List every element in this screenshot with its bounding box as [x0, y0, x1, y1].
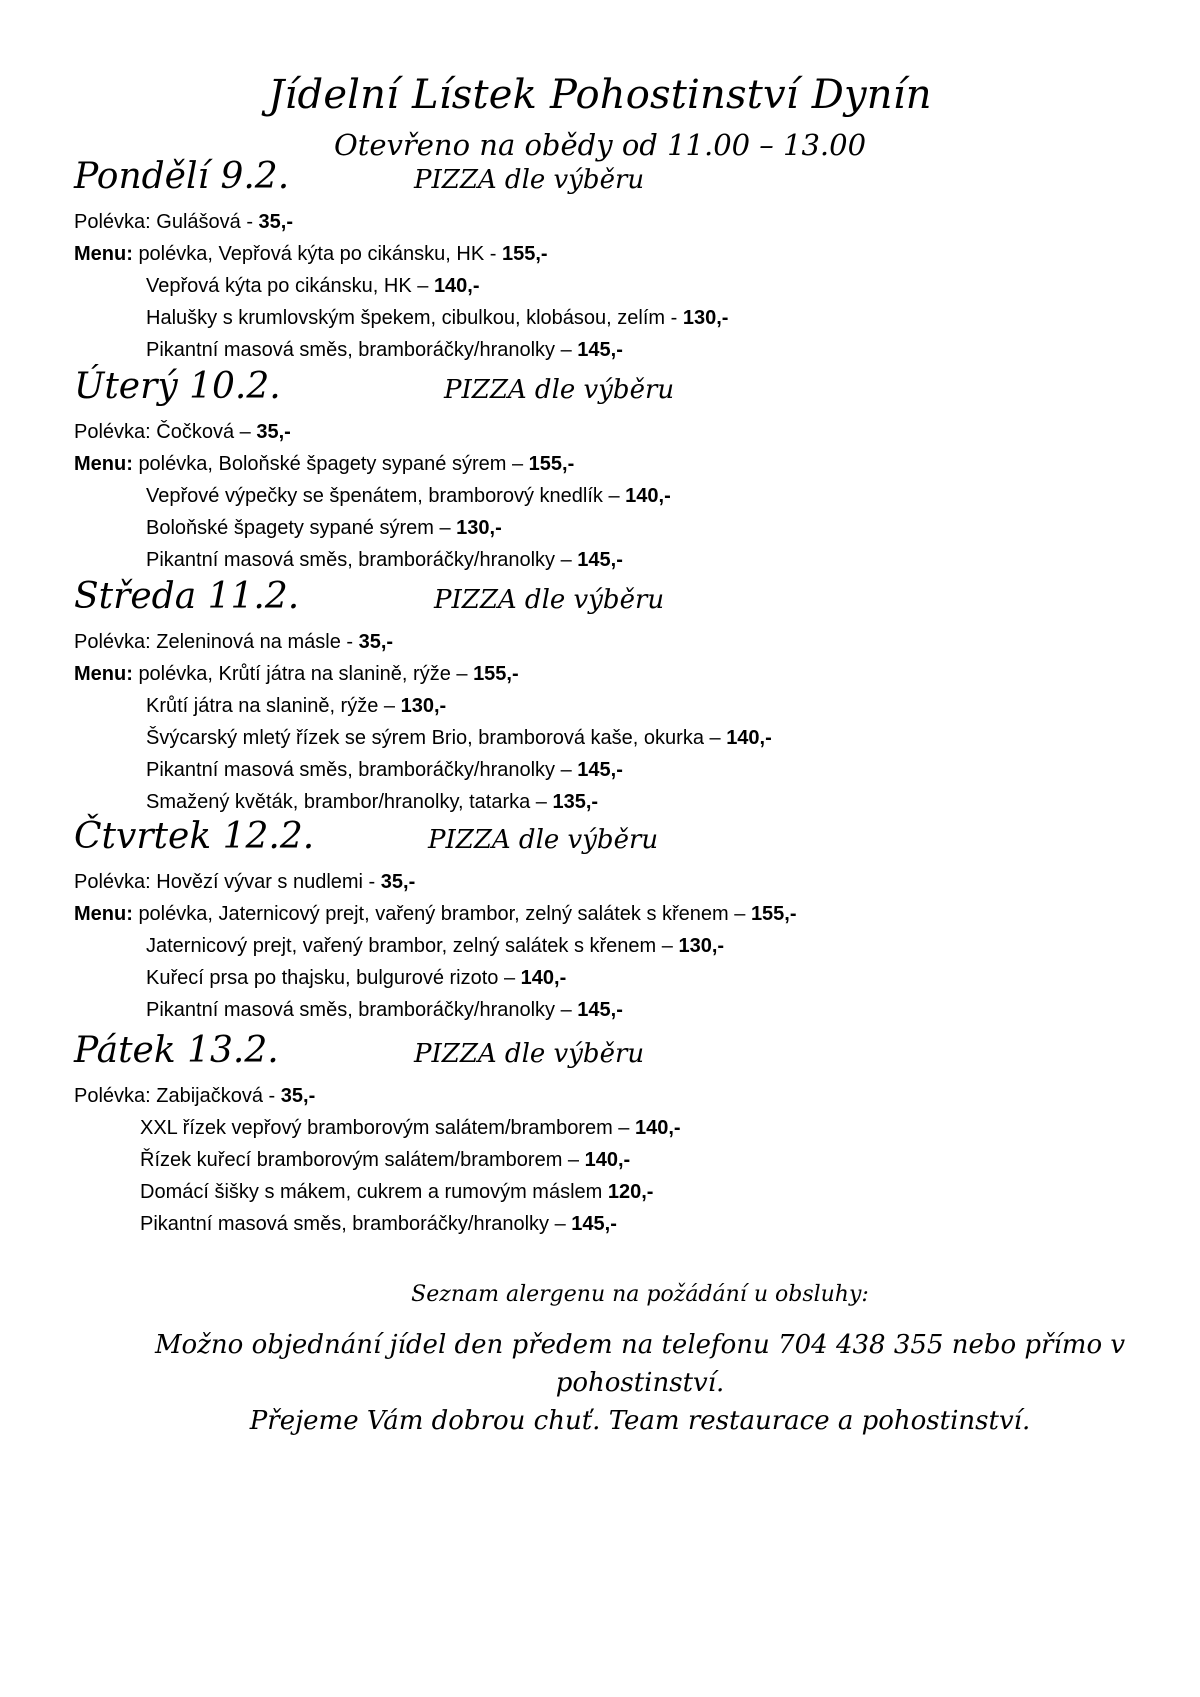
item-text: Řízek kuřecí bramborovým salátem/bramborem –: [140, 1149, 585, 1171]
day-header: [74, 366, 1124, 416]
item-text: Vepřová kýta po cikánsku, HK –: [146, 275, 434, 297]
list-item: [74, 1208, 1124, 1240]
item-price: 130,-: [400, 695, 447, 717]
item-text: Vepřové výpečky se špenátem, bramborový knedlík –: [146, 485, 626, 507]
closing-wish: Přejeme Vám dobrou chuť. Team restaurace a pohostinství.: [249, 1406, 1031, 1436]
soup-label: Polévka:: [74, 871, 157, 893]
soup-label: Polévka:: [74, 211, 157, 233]
allergen-note: Seznam alergenu na požádání u obsluhy:: [411, 1282, 869, 1307]
menu-text: polévka, Krůtí játra na slanině, rýže –: [138, 663, 474, 685]
menu-title: Jídelní Lístek Pohostinství Dynín: [268, 72, 932, 118]
order-note-line: pohostinství.: [555, 1368, 725, 1398]
soup-line: [74, 866, 1124, 898]
pizza-note: PIZZA dle výběru: [444, 375, 675, 405]
item-text: Boloňské špagety sypané sýrem –: [146, 517, 457, 539]
list-item: [74, 334, 1124, 366]
item-price: 140,-: [625, 485, 671, 507]
menu-line: [74, 448, 1124, 480]
soup-line: [74, 626, 1124, 658]
item-price: 145,-: [577, 549, 623, 571]
soup-label: Polévka:: [74, 421, 157, 443]
item-price: 120,-: [607, 1181, 654, 1203]
item-text: Pikantní masová směs, bramboráčky/hranolky –: [146, 999, 578, 1021]
item-price: 140,-: [726, 727, 772, 749]
item-price: 145,-: [577, 999, 623, 1021]
item-text: XXL řízek vepřový bramborovým salátem/bramborem –: [140, 1117, 635, 1139]
list-item: [74, 690, 1124, 722]
list-item: [74, 1144, 1124, 1176]
menu-line: [74, 238, 1124, 270]
menu-text: polévka, Vepřová kýta po cikánsku, HK -: [138, 243, 502, 265]
item-price: 140,-: [635, 1117, 681, 1139]
order-note: [0, 1326, 1200, 1402]
soup-price: 35,-: [380, 871, 416, 893]
day-header: [74, 576, 1124, 626]
list-item: [74, 480, 1124, 512]
item-text: Halušky s krumlovským špekem, cibulkou, klobásou, zelím -: [146, 307, 683, 329]
item-price: 130,-: [456, 517, 502, 539]
list-item: [74, 302, 1124, 334]
item-text: Domácí šišky s mákem, cukrem a rumovým máslem: [140, 1181, 608, 1203]
day-wednesday: [74, 576, 1124, 818]
pizza-note: PIZZA dle výběru: [414, 1039, 645, 1069]
day-monday: [74, 156, 1124, 366]
menu-price: 155,-: [501, 243, 548, 265]
pizza-note: PIZZA dle výběru: [414, 165, 645, 195]
soup-name: Hovězí vývar s nudlemi -: [156, 871, 381, 893]
menu-line: [74, 658, 1124, 690]
item-text: Pikantní masová směs, bramboráčky/hranolky –: [146, 339, 578, 361]
list-item: [74, 754, 1124, 786]
soup-label: Polévka:: [74, 1085, 157, 1107]
item-price: 135,-: [552, 791, 599, 813]
menu-label: Menu:: [74, 243, 139, 265]
day-name: Pondělí 9.2.: [74, 156, 290, 197]
item-text: Pikantní masová směs, bramboráčky/hranolky –: [146, 549, 578, 571]
soup-label: Polévka:: [74, 631, 157, 653]
item-price: 140,-: [520, 967, 567, 989]
day-header: [74, 816, 1124, 866]
list-item: [74, 962, 1124, 994]
item-text: Švýcarský mletý řízek se sýrem Brio, bramborová kaše, okurka –: [146, 727, 727, 749]
item-text: Pikantní masová směs, bramboráčky/hranolky –: [146, 759, 578, 781]
item-price: 145,-: [577, 339, 623, 361]
soup-price: 35,-: [358, 631, 394, 653]
item-text: Krůtí játra na slanině, rýže –: [146, 695, 401, 717]
item-price: 140,-: [433, 275, 480, 297]
menu-text: polévka, Jaternicový prejt, vařený brambor, zelný salátek s křenem –: [138, 903, 751, 925]
list-item: [74, 1112, 1124, 1144]
soup-name: Zeleninová na másle -: [156, 631, 359, 653]
menu-text: polévka, Boloňské špagety sypané sýrem –: [138, 453, 529, 475]
menu-price: 155,-: [473, 663, 519, 685]
menu-label: Menu:: [74, 903, 139, 925]
pizza-note: PIZZA dle výběru: [434, 585, 665, 615]
list-item: [74, 544, 1124, 576]
day-name: Čtvrtek 12.2.: [74, 816, 315, 857]
order-note-line: Možno objednání jídel den předem na telefonu 704 438 355 nebo přímo v: [154, 1330, 1126, 1360]
soup-price: 35,-: [280, 1085, 316, 1107]
list-item: [74, 994, 1124, 1026]
item-text: Pikantní masová směs, bramboráčky/hranolky –: [140, 1213, 572, 1235]
item-price: 130,-: [682, 307, 729, 329]
opening-hours: Otevřeno na obědy od 11.00 – 13.00: [333, 128, 867, 162]
menu-price: 155,-: [750, 903, 797, 925]
item-text: Smažený květák, brambor/hranolky, tatarka –: [146, 791, 553, 813]
soup-name: Zabijačková -: [156, 1085, 281, 1107]
soup-line: [74, 206, 1124, 238]
day-tuesday: [74, 366, 1124, 576]
list-item: [74, 930, 1124, 962]
day-thursday: [74, 816, 1124, 1026]
item-price: 145,-: [577, 759, 623, 781]
menu-price: 155,-: [528, 453, 575, 475]
menu-label: Menu:: [74, 453, 139, 475]
menu-label: Menu:: [74, 663, 139, 685]
soup-line: [74, 416, 1124, 448]
day-name: Středa 11.2.: [74, 576, 300, 617]
day-name: Pátek 13.2.: [74, 1030, 279, 1071]
item-text: Kuřecí prsa po thajsku, bulgurové rizoto –: [146, 967, 521, 989]
item-price: 130,-: [678, 935, 725, 957]
day-header: [74, 1030, 1124, 1080]
soup-price: 35,-: [258, 211, 293, 233]
day-header: [74, 156, 1124, 206]
list-item: [74, 786, 1124, 818]
item-price: 140,-: [584, 1149, 631, 1171]
item-price: 145,-: [571, 1213, 617, 1235]
soup-line: [74, 1080, 1124, 1112]
item-text: Jaternicový prejt, vařený brambor, zelný salátek s křenem –: [146, 935, 679, 957]
soup-name: Gulášová -: [156, 211, 259, 233]
list-item: [74, 722, 1124, 754]
list-item: [74, 270, 1124, 302]
pizza-note: PIZZA dle výběru: [428, 825, 659, 855]
day-friday: [74, 1030, 1124, 1240]
soup-name: Čočková –: [156, 421, 257, 443]
day-name: Úterý 10.2.: [74, 366, 281, 407]
list-item: [74, 512, 1124, 544]
menu-line: [74, 898, 1124, 930]
soup-price: 35,-: [256, 421, 291, 443]
list-item: [74, 1176, 1124, 1208]
